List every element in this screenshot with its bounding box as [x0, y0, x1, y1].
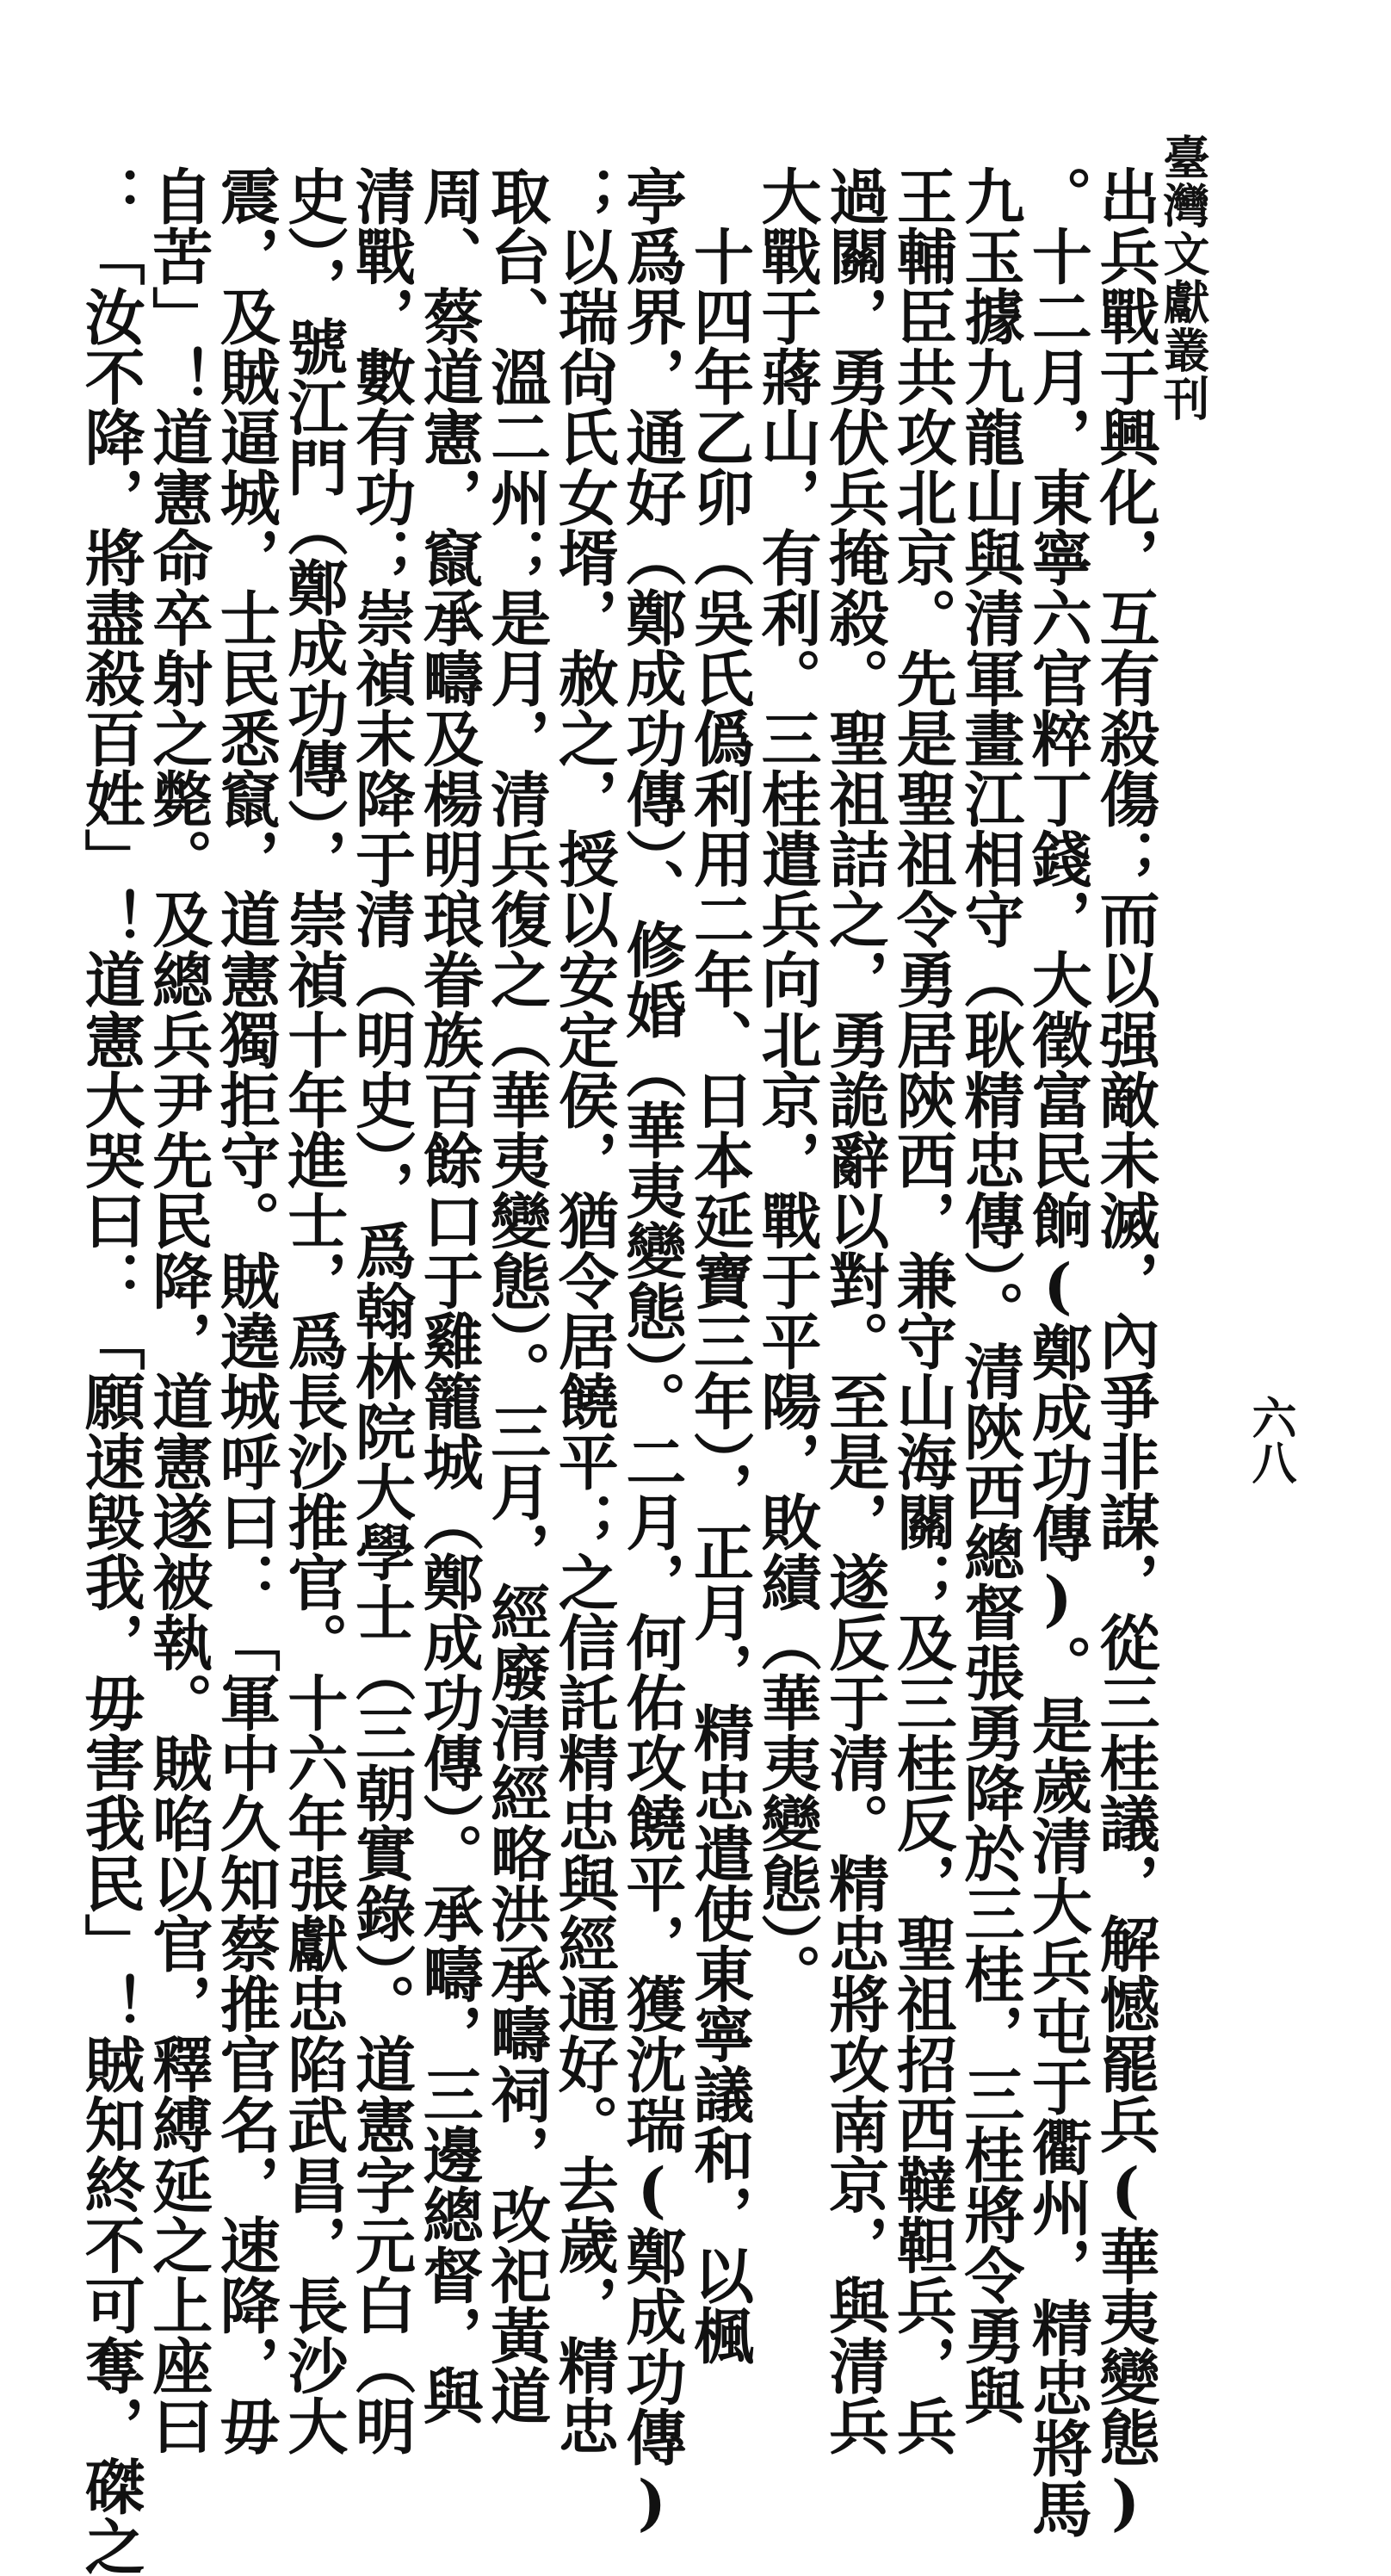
text-column: 震，及賊逼城，士民悉竄，道憲獨拒守。賊遶城呼曰：「軍中久知蔡推官名，速降，毋 [210, 165, 282, 2455]
text-column: 清戰，數有功；崇禎末降于清（明史），爲翰林院大學士（三朝實錄）。道憲字元白（明 [345, 165, 417, 2455]
text-column: ；以瑞尙氏女壻，赦之，授以安定侯，猶令居饒平；之信託精忠與經通好。去歲，精忠 [548, 165, 621, 2455]
text-column: ：「汝不降，將盡殺百姓」！道憲大哭曰：「願速毀我，毋害我民」！賊知終不可奪，磔之 [75, 165, 147, 2576]
running-header-title: 臺灣文獻叢刊 [1156, 133, 1211, 423]
text-column: 取台、溫二州；是月，清兵復之（華夷變態）。三月，經廢清經略洪承疇祠，改祀黃道 [480, 165, 553, 2425]
page-number: 六八 [1244, 1395, 1296, 1484]
text-column: 。十二月，東寧六官粹丁錢，大徵富民餉(鄭成功傳)。是歲清大兵屯于衢州，精忠將馬 [1022, 165, 1094, 2538]
text-column: 史），號江門（鄭成功傳），崇禎十年進士，爲長沙推官。十六年張獻忠陷武昌，長沙大 [277, 165, 349, 2455]
text-column: 王輔臣共攻北京。先是聖祖令勇居陝西，兼守山海關；及三桂反，聖祖招西韃靼兵，兵 [887, 165, 959, 2455]
text-column: 亭爲界，通好（鄭成功傳）、修婚（華夷變態）。二月，何佑攻饒平，獲沈瑞(鄭成功傳) [615, 165, 688, 2538]
vertical-body-text [75, 165, 1161, 2576]
text-column: 大戰于蔣山，有利。三桂遣兵向北京，戰于平陽，敗績（華夷變態）。 [751, 165, 824, 2003]
text-column: 十四年乙卯（吳氏僞利用二年、日本延寶三年），正月，精忠遣使東寧議和，以楓 [683, 165, 756, 2365]
text-column: 周、蔡道憲，竄承疇及楊明琅眷族百餘口于雞籠城（鄭成功傳）。承疇，三邊總督，與 [413, 165, 485, 2425]
text-column: 出兵戰于興化，互有殺傷；而以强敵未滅，內爭非謀，從三桂議，解憾罷兵(華夷變態) [1090, 165, 1161, 2538]
text-column: 自苦」！道憲命卒射之斃。及總兵尹先民降，道憲遂被執。賊啗以官，釋縛延之上座曰 [142, 165, 214, 2455]
text-column: 過關，勇伏兵掩殺。聖祖詰之，勇詭辭以對。至是，遂反于清。精忠將攻南京，與清兵 [819, 165, 891, 2455]
text-column: 九玉據九龍山與清軍畫江相守（耿精忠傳）。清陝西總督張勇降於三桂，三桂將令勇與 [954, 165, 1026, 2425]
